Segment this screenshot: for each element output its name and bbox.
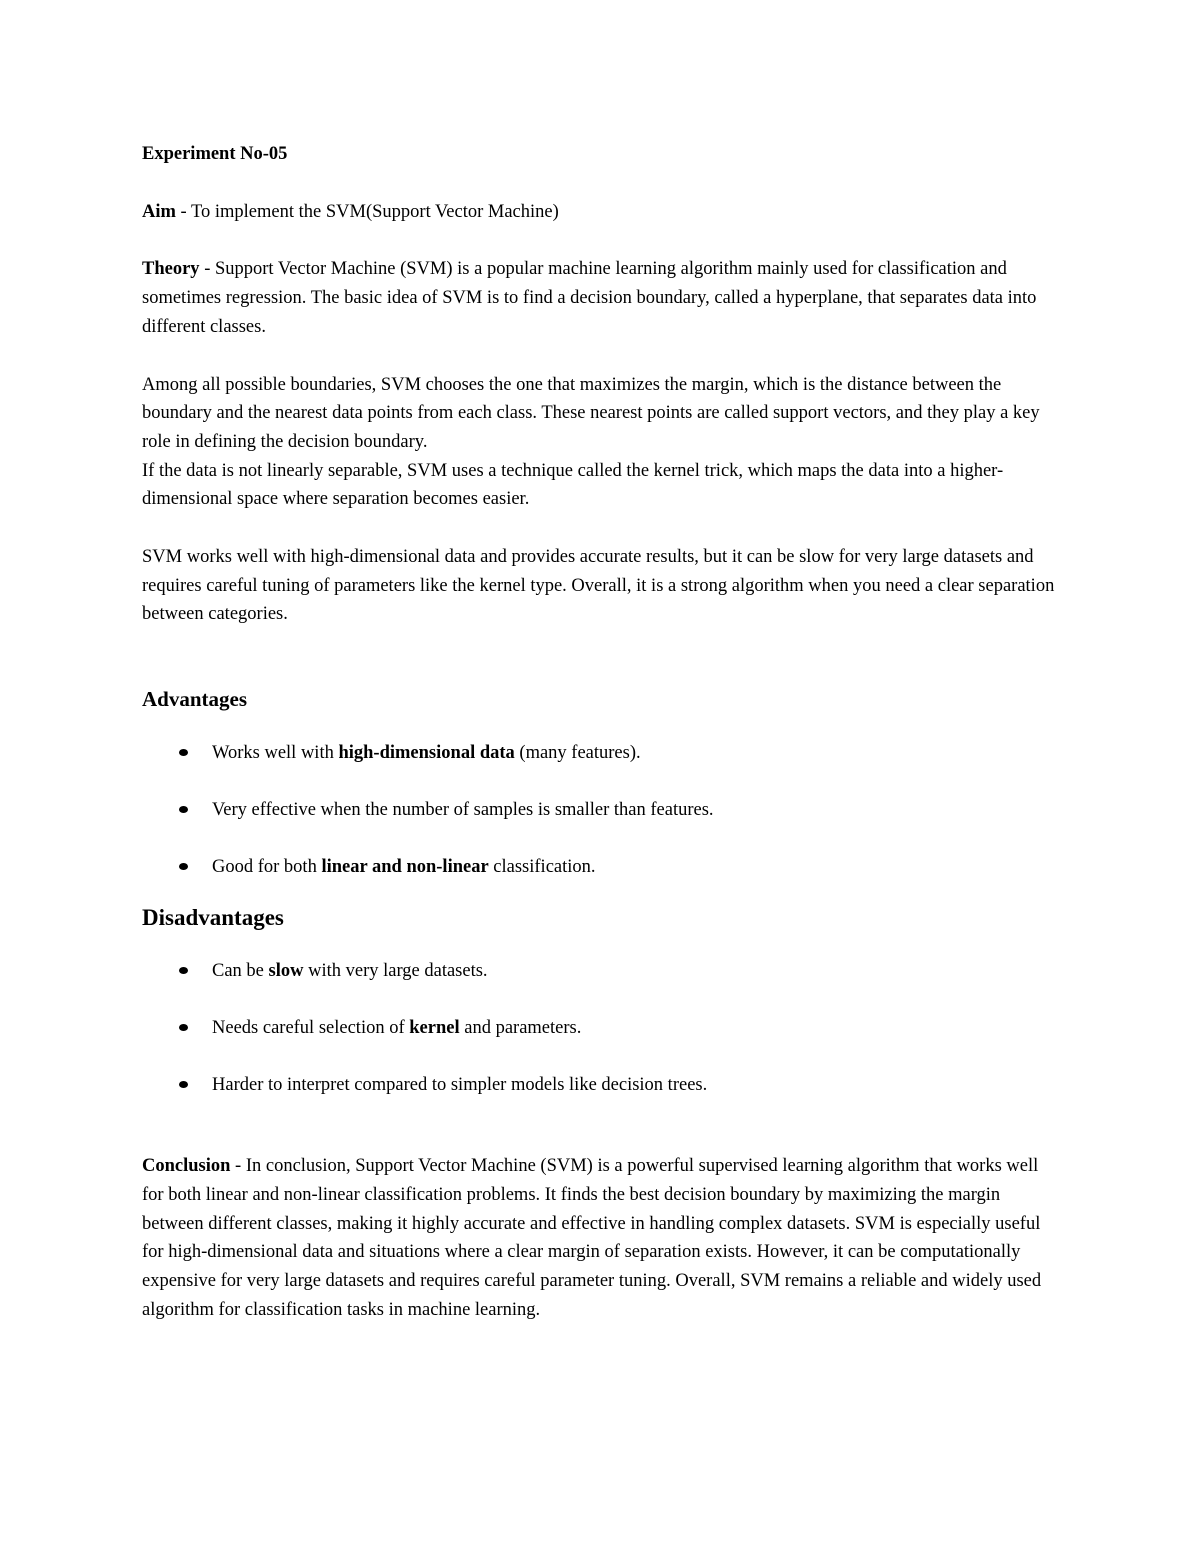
- theory-paragraph-4: SVM works well with high-dimensional data and provides accurate results, but it can be slow for very large datasets and requires careful tuning of parameters like the kernel type. Overall, it is a strong algorithm when you need a clear separation between categories.: [142, 547, 1055, 625]
- theory-label: Theory: [142, 259, 200, 280]
- theory-paragraph-2: Among all possible boundaries, SVM chooses the one that maximizes the margin, which is the distance between the boundary and the nearest data points from each class. These nearest points are called support vectors, and they play a key role in defining the decision boundary. If the data is not linearly separable, SVM uses a technique called the kernel trick, which maps the data into a higher-dimensional space where separation becomes easier.: [142, 374, 1040, 510]
- bullet-icon: [179, 1081, 188, 1088]
- advantages-list: [142, 739, 1062, 881]
- experiment-title: Experiment No-05: [142, 144, 288, 164]
- aim-text: - To implement the SVM(Support Vector Machine): [175, 201, 559, 222]
- bullet-icon: [179, 1024, 188, 1031]
- theory-paragraph-3: If the data is not linearly separable, SVM uses a technique called the kernel trick, which maps the data into a higher-dimensional space where separation becomes easier.: [142, 460, 1004, 510]
- list-item: Very effective when the number of samples is smaller than features.: [142, 796, 1062, 824]
- bullet-icon: [179, 967, 188, 974]
- bullet-icon: [179, 863, 188, 870]
- conclusion-paragraph: [142, 1152, 1062, 1324]
- disadvantages-list: [142, 957, 1062, 1099]
- list-item: Works well with high-dimensional data (many features).: [142, 739, 1062, 767]
- bullet-icon: [179, 806, 188, 813]
- disadvantages-heading: Disadvantages: [142, 905, 284, 931]
- conclusion-label: Conclusion: [142, 1156, 231, 1177]
- theory-paragraph: [142, 255, 1062, 341]
- conclusion-text: - In conclusion, Support Vector Machine (SVM) is a powerful supervised learning algorithm that works well for both linear and non-linear classification problems. It finds the best decision boundary by maximizing the margin between different classes, making it highly accurate and effective in handling complex datasets. SVM is especially useful for high-dimensional data and situations where a clear margin of separation exists. However, it can be computationally expensive for very large datasets and requires careful parameter tuning. Overall, SVM remains a reliable and widely used algorithm for classification tasks in machine learning.: [142, 1156, 1042, 1320]
- list-item: Needs careful selection of kernel and parameters.: [142, 1014, 1062, 1042]
- list-item: Good for both linear and non-linear classification.: [142, 853, 1062, 881]
- document-page: [142, 140, 1062, 1324]
- advantages-heading: Advantages: [142, 687, 248, 712]
- list-item: Can be slow with very large datasets.: [142, 957, 1062, 985]
- bullet-icon: [179, 749, 188, 756]
- aim-label: Aim: [142, 201, 176, 222]
- theory-text: - Support Vector Machine (SVM) is a popular machine learning algorithm mainly used for classification and sometimes regression. The basic idea of SVM is to find a decision boundary, called a hyperplane, that separates data into different classes.: [142, 259, 1037, 337]
- aim-paragraph: [142, 198, 1062, 227]
- list-item: Harder to interpret compared to simpler models like decision trees.: [142, 1071, 1062, 1099]
